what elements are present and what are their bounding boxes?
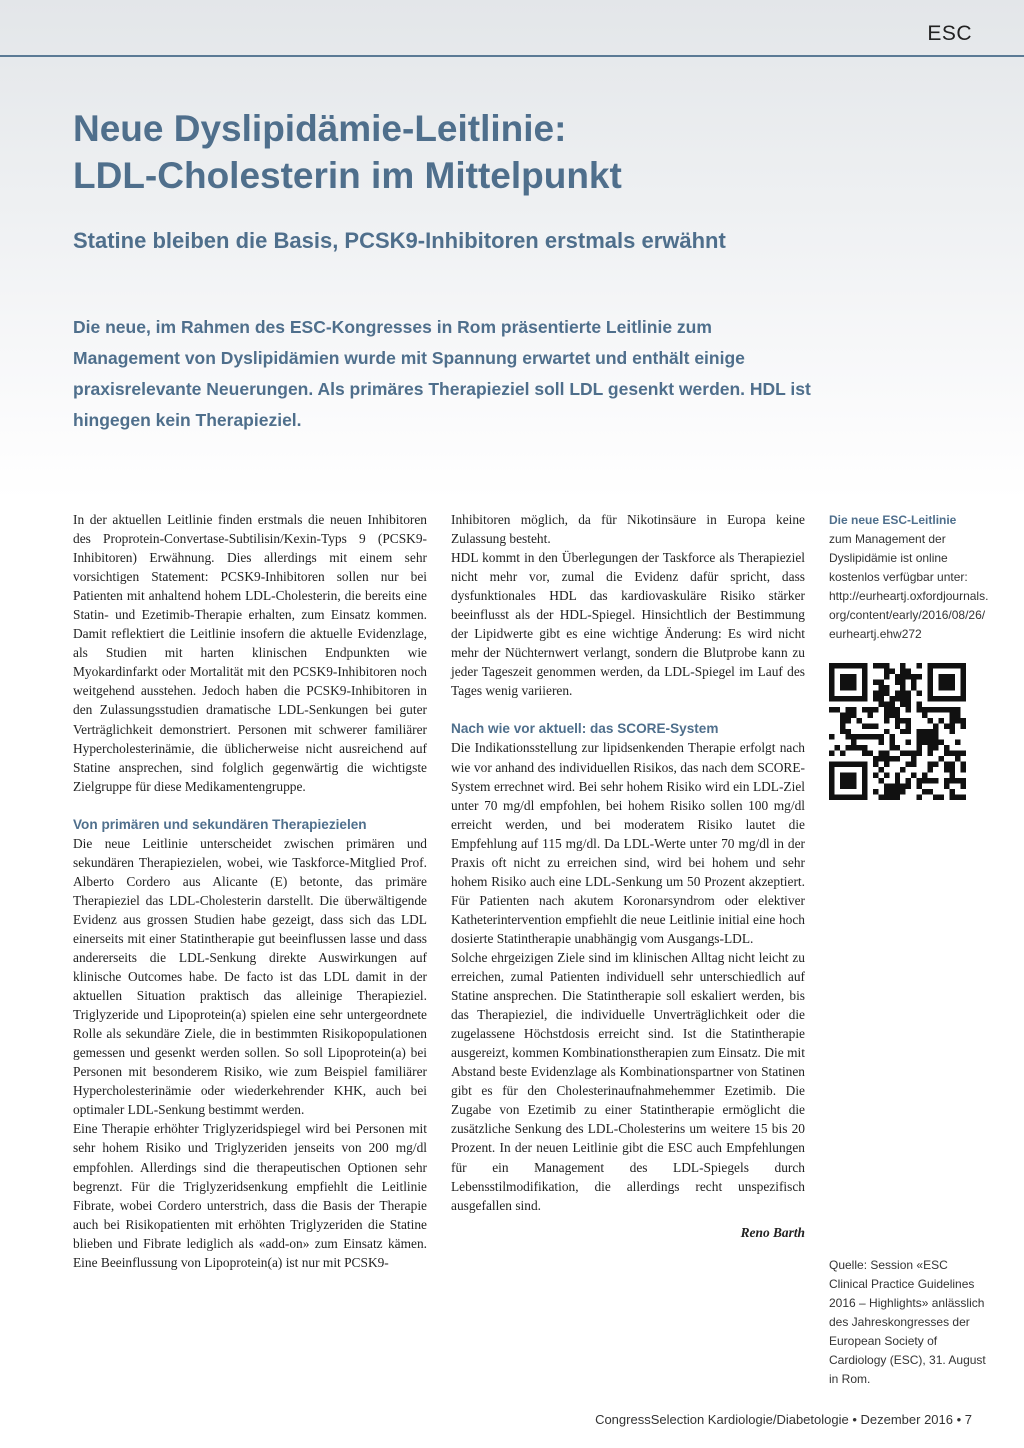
sidebar-lead: Die neue ESC-Leitlinie <box>829 513 957 527</box>
header-rule <box>0 55 1024 57</box>
qr-code-icon[interactable] <box>829 663 966 800</box>
paragraph: HDL kommt in den Überlegungen der Taskforce als Therapieziel nicht mehr vor, zumal die Evidenz dafür spricht, dass dysfunktionales HDL das kardiovaskuläre Risiko stärker beeinflusst als der HDL-Spiegel. Hinsichtlich der Bestimmung der Lipidwerte gibt es eine wichtige Änderung: Es wird nicht mehr der Nüchternwert verlangt, sondern die Blutprobe kann zu jeder Tageszeit genommen werden, da LDL-Spiegel im Lauf des Tages wenig variieren. <box>451 550 805 699</box>
sidebar-source-box <box>829 1256 989 1389</box>
paragraph: Solche ehrgeizigen Ziele sind im klinischen Alltag nicht leicht zu erreichen, zumal Patienten individuell sehr unterschiedlich auf Statine ansprechen. Die Statintherapie soll eskaliert werden, bis das Therapieziel, die individuelle Unverträglichkeit oder die zugelassene Höchstdosis erreicht sind. Ist die Statintherapie ausgereizt, kommen Kombinationstherapien zum Einsatz. Die mit Abstand beste Evidenzlage als Kombinationspartner von Statinen gibt es für den Cholesterinaufnahmehemmer Ezetimib. Die Zugabe von Ezetimib zu einer Statintherapie ermöglicht die zusätzliche Senkung des LDL-Cholesterins um weitere 15 bis 20 Prozent. In der neuen Leitlinie gibt die ESC auch Empfehlungen für ein Management des LDL-Spiegels durch Lebensstilmodifikation, die allerdings recht unspezifisch ausgefallen sind. <box>451 949 805 1213</box>
sidebar-text: zum Management der Dyslipidämie ist online kostenlos verfügbar unter: <box>829 532 968 584</box>
article-lead: Die neue, im Rahmen des ESC-Kongresses in Rom präsentierte Leitlinie zum Management von Dyslipidämien wurde mit Spannung erwartet und enthält einige praxisrelevante Neuerungen. Als primäres Therapieziel soll LDL gesenkt werden. HDL ist hingegen kein Therapieziel. <box>73 317 811 430</box>
section-tag: ESC <box>927 22 972 45</box>
article-subtitle: Statine bleiben die Basis, PCSK9-Inhibitoren erstmals erwähnt <box>73 228 726 253</box>
body-column-1 <box>73 510 427 1272</box>
paragraph: Die Indikationsstellung zur lipidsenkenden Therapie erfolgt nach wie vor anhand des individuellen Risikos, das nach dem SCORE-System errechnet wird. Bei sehr hohem Risiko wird ein LDL-Ziel unter 70 mg/dl empfohlen, bei hohem Risiko sollen 100 mg/dl erreicht werden, und bei moderatem Risiko lautet die Empfehlung auf 115 mg/dl. Da LDL-Werte unter 70 mg/dl in der Praxis oft nicht zu erreichen sind, wird bei hohem und sehr hohem Risiko auch eine LDL-Senkung um 50 Prozent akzeptiert. Für Patienten nach akutem Koronarsyndrom oder elektiver Katheterintervention empfiehlt die neue Leitlinie initial eine hoch dosierte Statintherapie unabhängig vom Ausgangs-LDL. <box>451 740 805 946</box>
source-label: Quelle: <box>829 1258 868 1272</box>
section-heading: Von primären und sekundären Therapiezielen <box>73 816 367 832</box>
article-title-line1: Neue Dyslipidämie-Leitlinie: <box>73 108 567 149</box>
section-heading: Nach wie vor aktuell: das SCORE-System <box>451 721 719 737</box>
article-title <box>73 105 953 199</box>
author-name: Reno Barth <box>740 1224 805 1240</box>
page-footer: CongressSelection Kardiologie/Diabetologie • Dezember 2016 • 7 <box>595 1412 972 1427</box>
source-text: Session «ESC Clinical Practice Guidelines 2016 – Highlights» anlässlich des Jahreskongresses der European Society of Cardiology (ESC), 31. August in Rom. <box>829 1258 986 1386</box>
paragraph: In der aktuellen Leitlinie finden erstmals die neuen Inhibitoren des Proprotein-Convertase-Subtilisin/Kexin-Typs 9 (PCSK9-Inhibitoren) Erwähnung. Dies allerdings mit einem sehr vorsichtigen Statement: PCSK9-Inhibitoren sollen nur bei Patienten mit anhaltend hohem LDL-Cholesterin, die bereits eine Statin- und Ezetimib-Therapie erhalten, zum Einsatz kommen. Damit reflektiert die Leitlinie insofern die aktuelle Evidenzlage, als Studien mit harten klinischen Endpunkten wie Myokardinfarkt oder Mortalität mit den PCSK9-Inhibitoren noch weitgehend ausstehen. Jedoch haben die PCSK9-Inhibitoren in den Zulassungsstudien dramatische LDL-Senkungen bei guter Verträglichkeit demonstriert. Personen mit schwerer familiärer Hypercholesterinämie, die üblicherweise nicht ausreichend auf Statine ansprechen, sind folglich gegenwärtig die wichtigste Zielgruppe für diese Medikamentengruppe. <box>73 512 427 794</box>
paragraph: Inhibitoren möglich, da für Nikotinsäure in Europa keine Zulassung besteht. <box>451 512 805 547</box>
sidebar-guideline-box <box>829 511 989 644</box>
body-column-2 <box>451 510 805 1242</box>
guideline-link[interactable]: http://eurheartj.oxfordjournals.org/content/early/2016/08/26/eurheartj.ehw272 <box>829 589 989 641</box>
paragraph: Eine Therapie erhöhter Triglyzeridspiegel wird bei Personen mit sehr hohem Risiko und Triglyzeriden jenseits von 200 mg/dl empfohlen. Allerdings sind die therapeutischen Optionen sehr begrenzt. Für die Triglyzeridsenkung empfiehlt die Leitlinie Fibrate, wobei Cordero unterstrich, dass die Basis der Therapie auch bei Risikopatienten mit erhöhten Triglyzeriden die Statine blieben und Fibrate lediglich als «add-on» zum Einsatz kämen. Eine Beeinflussung von Lipoprotein(a) ist nur mit PCSK9- <box>73 1121 427 1270</box>
article-title-line2: LDL-Cholesterin im Mittelpunkt <box>73 155 622 196</box>
paragraph: Die neue Leitlinie unterscheidet zwischen primären und sekundären Therapiezielen, wobei, wie Taskforce-Mitglied Prof. Alberto Cordero aus Alicante (E) betonte, das primäre Therapieziel das LDL-Cholesterin darstellt. Die überwältigende Evidenz aus grossen Studien habe gezeigt, dass sich das LDL einerseits mit einer Statintherapie gut beeinflussen lasse und dass andererseits die LDL-Senkung direkte Auswirkungen auf klinische Outcomes habe. De facto ist das LDL damit in der aktuellen Situation praktisch das alleinige Therapieziel. Triglyzeride und Lipoprotein(a) spielen eine sehr untergeordnete Rolle als sekundäre Ziele, die in bestimmten Risikopopulationen gemessen und gesenkt werden sollen. So soll Lipoprotein(a) bei Personen mit besonderem Risiko, wie zum Beispiel familiärer Hypercholesterinämie oder wiederkehrender KHK, auch bei optimaler LDL-Senkung bestimmt werden. <box>73 835 427 1118</box>
